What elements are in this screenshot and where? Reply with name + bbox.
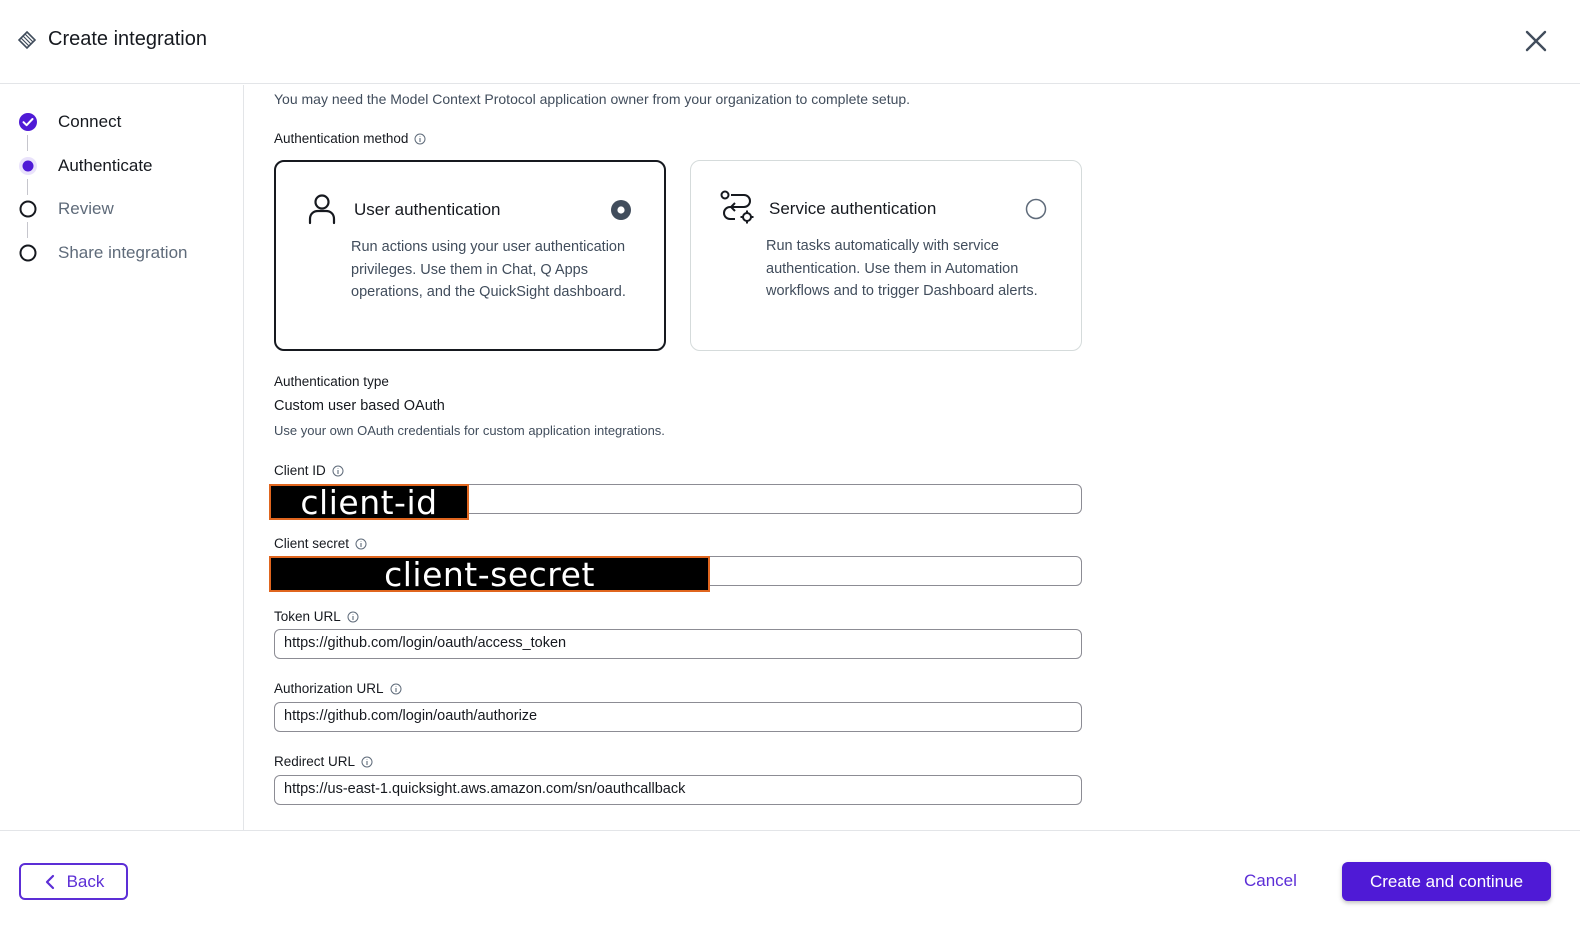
intro-text: You may need the Model Context Protocol application owner from your organization to complete setup.	[274, 91, 911, 107]
info-icon[interactable]	[361, 756, 373, 768]
authorization-url-label	[274, 681, 402, 696]
card-title: Service authentication	[769, 199, 937, 218]
check-circle-icon	[18, 112, 38, 132]
step-connector	[27, 222, 28, 238]
auth-type-value: Custom user based OAuth	[274, 398, 445, 414]
radio-selected-icon[interactable]	[610, 199, 632, 221]
step-review[interactable]	[17, 197, 114, 221]
diamond-layers-icon	[16, 29, 38, 51]
info-icon[interactable]	[332, 465, 344, 477]
info-icon[interactable]	[355, 538, 367, 550]
modal-footer	[0, 830, 1580, 935]
service-automation-icon	[719, 189, 755, 225]
user-icon	[306, 192, 338, 226]
info-icon[interactable]	[390, 683, 402, 695]
auth-type-description: Use your own OAuth credentials for custom application integrations.	[274, 423, 665, 438]
current-step-icon	[18, 156, 38, 176]
close-icon[interactable]	[1521, 26, 1551, 56]
authorization-url-field[interactable]: https://github.com/login/oauth/authorize	[274, 702, 1082, 732]
step-share-integration[interactable]	[17, 241, 187, 265]
step-label: Review	[58, 199, 114, 218]
info-icon[interactable]	[347, 611, 359, 623]
redirect-url-label	[274, 754, 373, 769]
token-url-label	[274, 609, 359, 624]
client-secret-label	[274, 536, 367, 551]
step-connector	[27, 135, 28, 151]
service-authentication-card[interactable]	[690, 160, 1082, 351]
step-connector	[27, 179, 28, 195]
auth-type-label: Authentication type	[274, 374, 389, 389]
redirect-url-field[interactable]: https://us-east-1.quicksight.aws.amazon.com/sn/oauthcallback	[274, 775, 1082, 805]
chevron-left-icon	[43, 874, 57, 890]
step-connect[interactable]	[17, 110, 121, 134]
step-label: Authenticate	[58, 156, 153, 175]
card-description: Run tasks automatically with service authentication. Use them in Automation workflows and to trigger Dashboard alerts.	[766, 238, 1038, 299]
authorization-url-label-text: Authorization URL	[274, 681, 384, 696]
cancel-button[interactable]: Cancel	[1244, 871, 1297, 890]
card-title: User authentication	[354, 200, 501, 219]
pending-step-icon	[18, 243, 38, 263]
redirect-url-label-text: Redirect URL	[274, 754, 356, 769]
client-id-redaction: client-id	[269, 484, 469, 520]
modal-title: Create integration	[48, 28, 207, 50]
step-navigation	[0, 85, 244, 830]
step-authenticate[interactable]	[17, 154, 153, 178]
client-id-label	[274, 463, 344, 478]
token-url-label-text: Token URL	[274, 609, 341, 624]
auth-method-label	[274, 131, 426, 146]
back-button[interactable]	[19, 863, 128, 900]
card-description: Run actions using your user authentication privileges. Use them in Chat, Q Apps operations, and the QuickSight dashboard.	[351, 239, 626, 300]
auth-method-label-text: Authentication method	[274, 131, 409, 146]
radio-unselected-icon[interactable]	[1025, 198, 1047, 220]
user-authentication-card[interactable]	[274, 160, 666, 351]
token-url-field[interactable]: https://github.com/login/oauth/access_token	[274, 629, 1082, 659]
client-secret-label-text: Client secret	[274, 536, 350, 551]
client-id-label-text: Client ID	[274, 463, 326, 478]
step-label: Share integration	[58, 243, 188, 262]
pending-step-icon	[18, 199, 38, 219]
step-label: Connect	[58, 112, 122, 131]
client-secret-redaction: client-secret	[269, 556, 710, 592]
create-and-continue-button[interactable]: Create and continue	[1342, 862, 1551, 901]
modal-header	[0, 0, 1580, 84]
info-icon[interactable]	[414, 133, 426, 145]
back-button-label: Back	[66, 871, 105, 891]
